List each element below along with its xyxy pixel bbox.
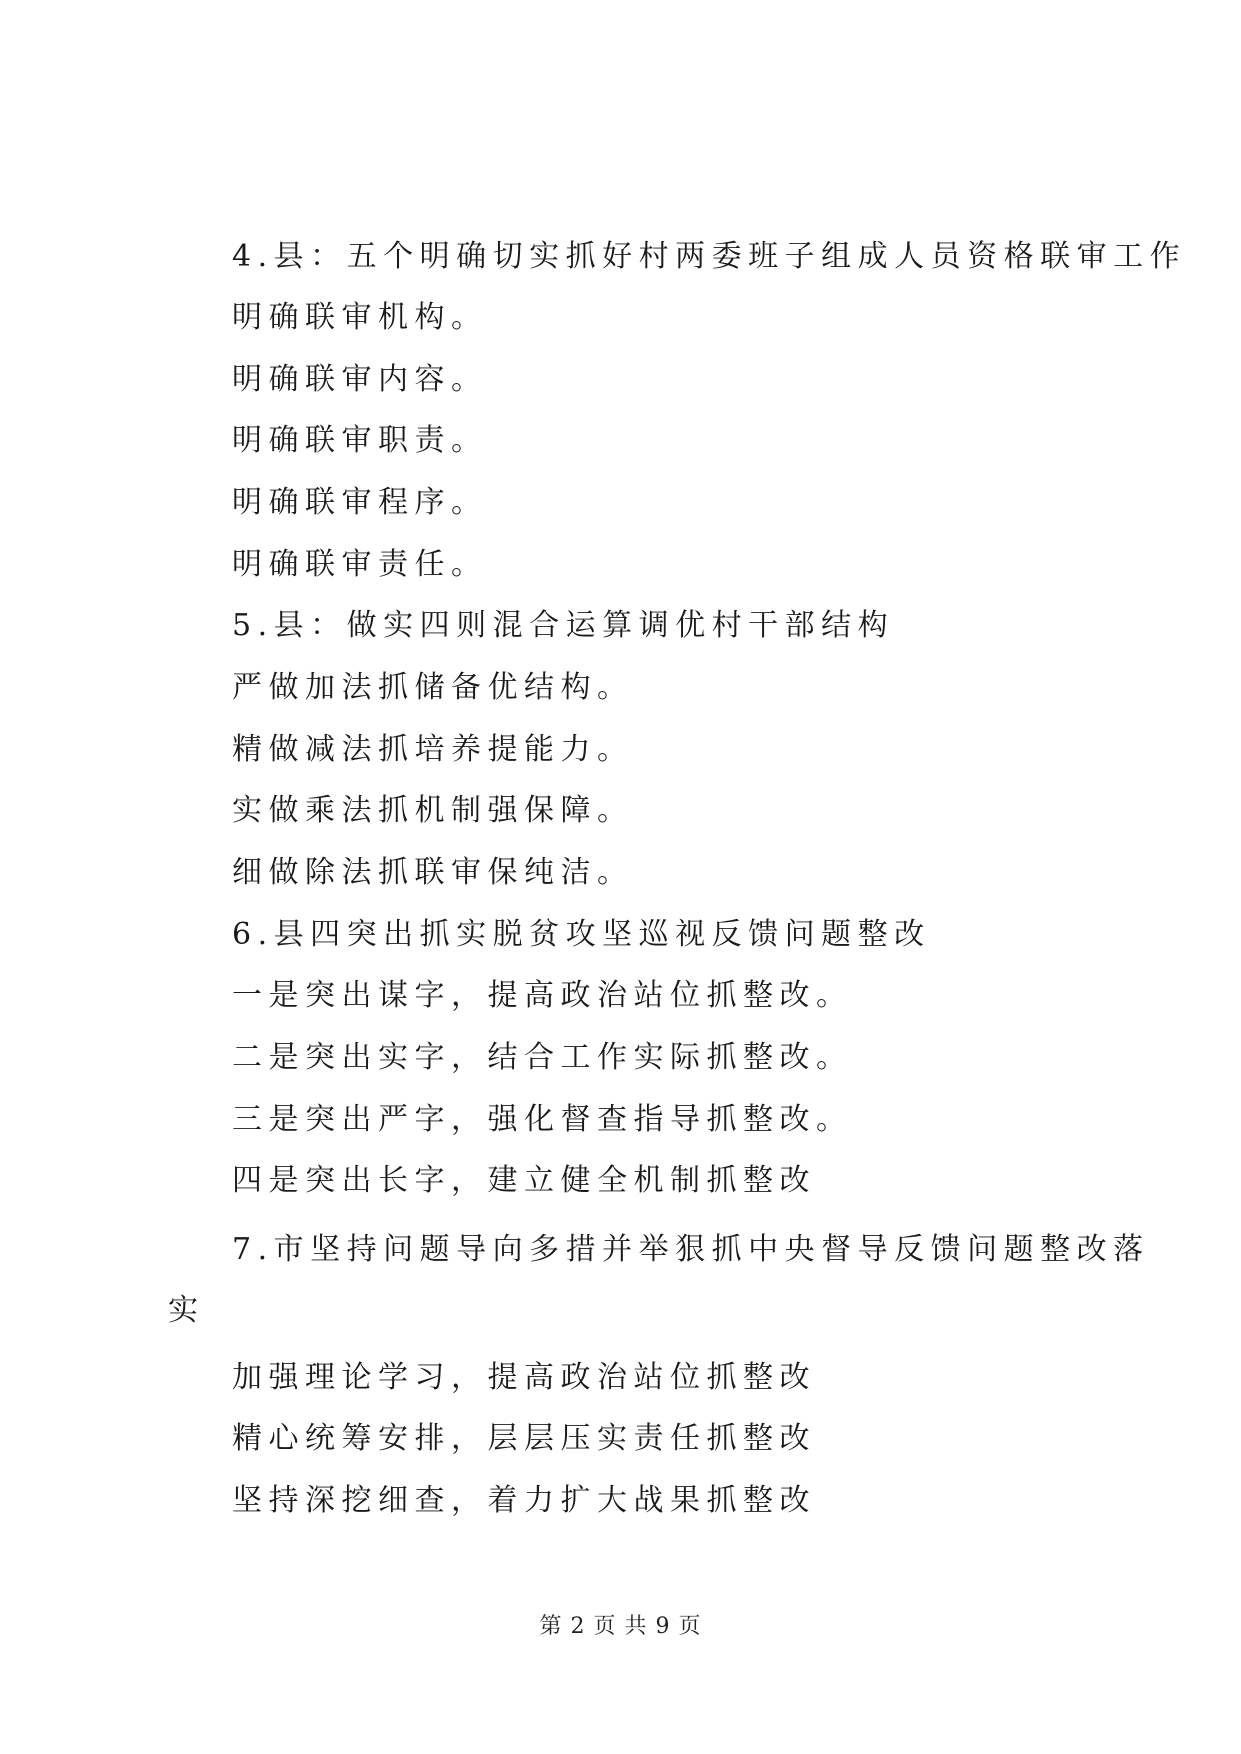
paragraph-line: 精心统筹安排，层层压实责任抓整改 — [232, 1421, 816, 1456]
paragraph-line: 实做乘法抓机制强保障。 — [232, 793, 634, 828]
heading-item-4: 4.县：五个明确切实抓好村两委班子组成人员资格联审工作 — [232, 239, 1187, 274]
heading-item-6: 6.县四突出抓实脱贫攻坚巡视反馈问题整改 — [232, 917, 931, 952]
paragraph-line: 二是突出实字，结合工作实际抓整改。 — [232, 1040, 853, 1075]
paragraph-line: 加强理论学习，提高政治站位抓整改 — [232, 1360, 816, 1395]
heading-item-5: 5.县：做实四则混合运算调优村干部结构 — [232, 608, 895, 643]
paragraph-line: 一是突出谋字，提高政治站位抓整改。 — [232, 978, 853, 1013]
paragraph-line: 明确联审机构。 — [232, 300, 488, 335]
heading-item-7-continuation: 实 — [168, 1293, 205, 1328]
paragraph-line: 严做加法抓储备优结构。 — [232, 670, 634, 705]
paragraph-line: 细做除法抓联审保纯洁。 — [232, 855, 634, 890]
paragraph-line: 明确联审内容。 — [232, 362, 488, 397]
paragraph-line: 明确联审责任。 — [232, 547, 488, 582]
heading-item-7: 7.市坚持问题导向多措并举狠抓中央督导反馈问题整改落 — [232, 1232, 1150, 1267]
paragraph-line: 四是突出长字，建立健全机制抓整改 — [232, 1163, 816, 1198]
paragraph-line: 坚持深挖细查，着力扩大战果抓整改 — [232, 1483, 816, 1518]
paragraph-line: 明确联审程序。 — [232, 485, 488, 520]
paragraph-line: 明确联审职责。 — [232, 423, 488, 458]
page-footer: 第 2 页 共 9 页 — [539, 1614, 702, 1639]
paragraph-line: 精做减法抓培养提能力。 — [232, 732, 634, 767]
paragraph-line: 三是突出严字，强化督查指导抓整改。 — [232, 1102, 853, 1137]
